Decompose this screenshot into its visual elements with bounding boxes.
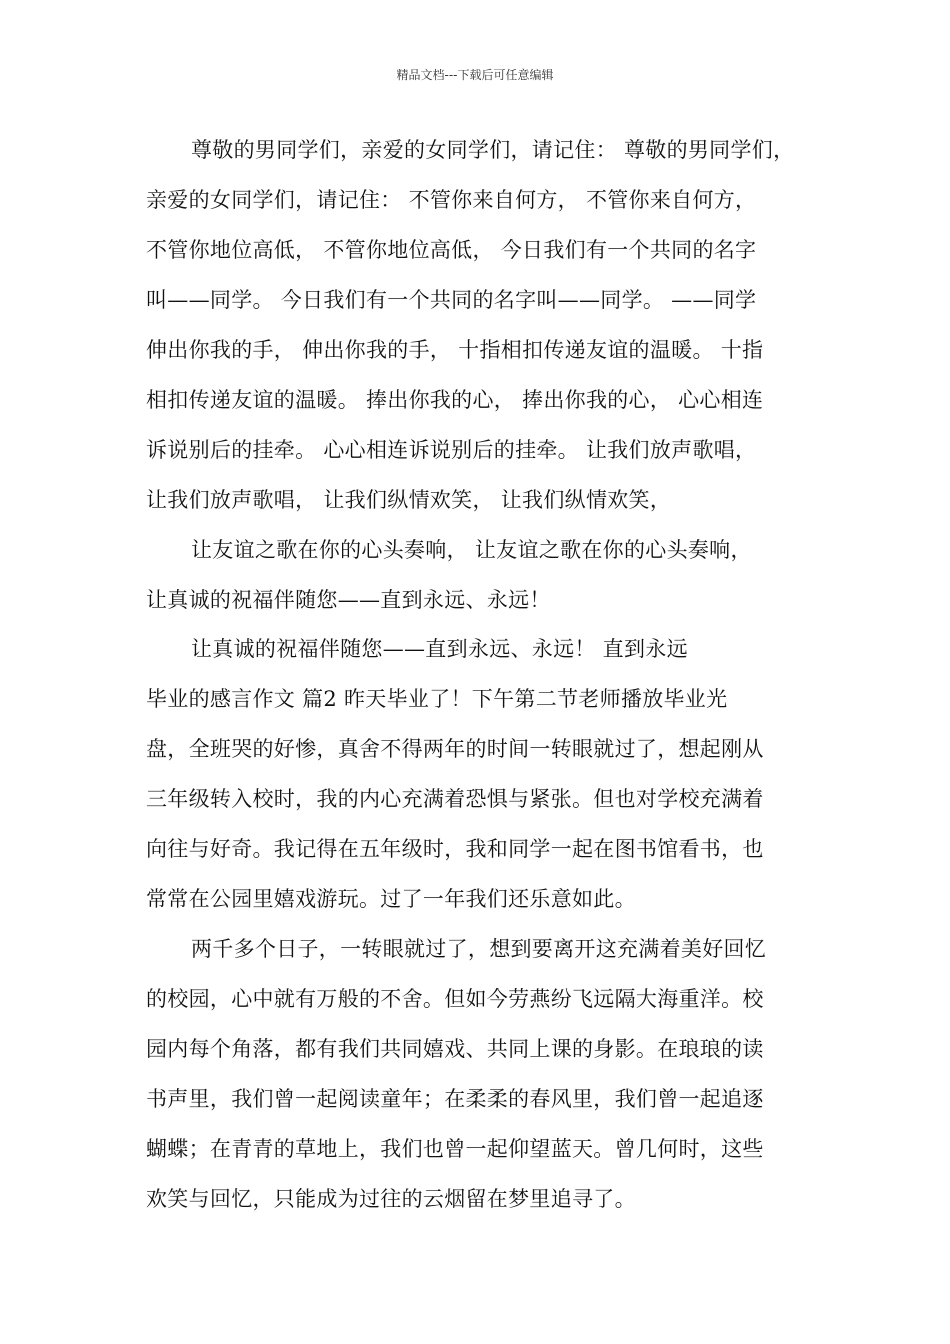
text-line-5: 伸出你我的手， 伸出你我的手， 十指相扣传递友谊的温暖。 十指	[146, 338, 764, 362]
text-line-4: 叫——同学。 今日我们有一个共同的名字叫——同学。 ——同学	[146, 288, 757, 312]
text-line-10: 让真诚的祝福伴随您——直到永远、永远！	[146, 588, 551, 612]
text-line-1: 尊敬的男同学们，亲爱的女同学们，请记住： 尊敬的男同学们，	[191, 138, 795, 162]
text-line-13: 盘，全班哭的好惨，真舍不得两年的时间一转眼就过了，想起刚从	[146, 737, 764, 761]
text-line-17: 两千多个日子，一转眼就过了，想到要离开这充满着美好回忆	[191, 937, 767, 961]
text-line-8: 让我们放声歌唱， 让我们纵情欢笑， 让我们纵情欢笑，	[146, 488, 672, 512]
text-line-21: 蝴蝶；在青青的草地上，我们也曾一起仰望蓝天。曾几何时，这些	[146, 1137, 764, 1161]
text-line-11: 让真诚的祝福伴随您——直到永远、永远！ 直到永远	[191, 637, 688, 661]
text-line-16: 常常在公园里嬉戏游玩。过了一年我们还乐意如此。	[146, 887, 636, 911]
text-line-19: 园内每个角落，都有我们共同嬉戏、共同上课的身影。在琅琅的读	[146, 1037, 764, 1061]
text-line-6: 相扣传递友谊的温暖。 捧出你我的心， 捧出你我的心， 心心相连	[146, 388, 764, 412]
text-line-20: 书声里，我们曾一起阅读童年；在柔柔的春风里，我们曾一起追逐	[146, 1087, 764, 1111]
text-line-12: 毕业的感言作文 篇2 昨天毕业了！下午第二节老师播放毕业光	[146, 687, 728, 711]
text-line-7: 诉说别后的挂牵。 心心相连诉说别后的挂牵。 让我们放声歌唱，	[146, 438, 757, 462]
text-line-18: 的校园，心中就有万般的不舍。但如今劳燕纷飞远隔大海重洋。校	[146, 987, 764, 1011]
text-line-9: 让友谊之歌在你的心头奏响， 让友谊之歌在你的心头奏响，	[191, 538, 752, 562]
text-line-22: 欢笑与回忆，只能成为过往的云烟留在梦里追寻了。	[146, 1187, 636, 1211]
text-line-3: 不管你地位高低， 不管你地位高低， 今日我们有一个共同的名字	[146, 238, 757, 262]
page-header: 精品文档---下载后可任意编辑	[396, 68, 554, 82]
text-line-14: 三年级转入校时，我的内心充满着恐惧与紧张。但也对学校充满着	[146, 787, 764, 811]
text-line-15: 向往与好奇。我记得在五年级时，我和同学一起在图书馆看书，也	[146, 837, 764, 861]
text-line-2: 亲爱的女同学们，请记住： 不管你来自何方， 不管你来自何方，	[146, 188, 757, 212]
